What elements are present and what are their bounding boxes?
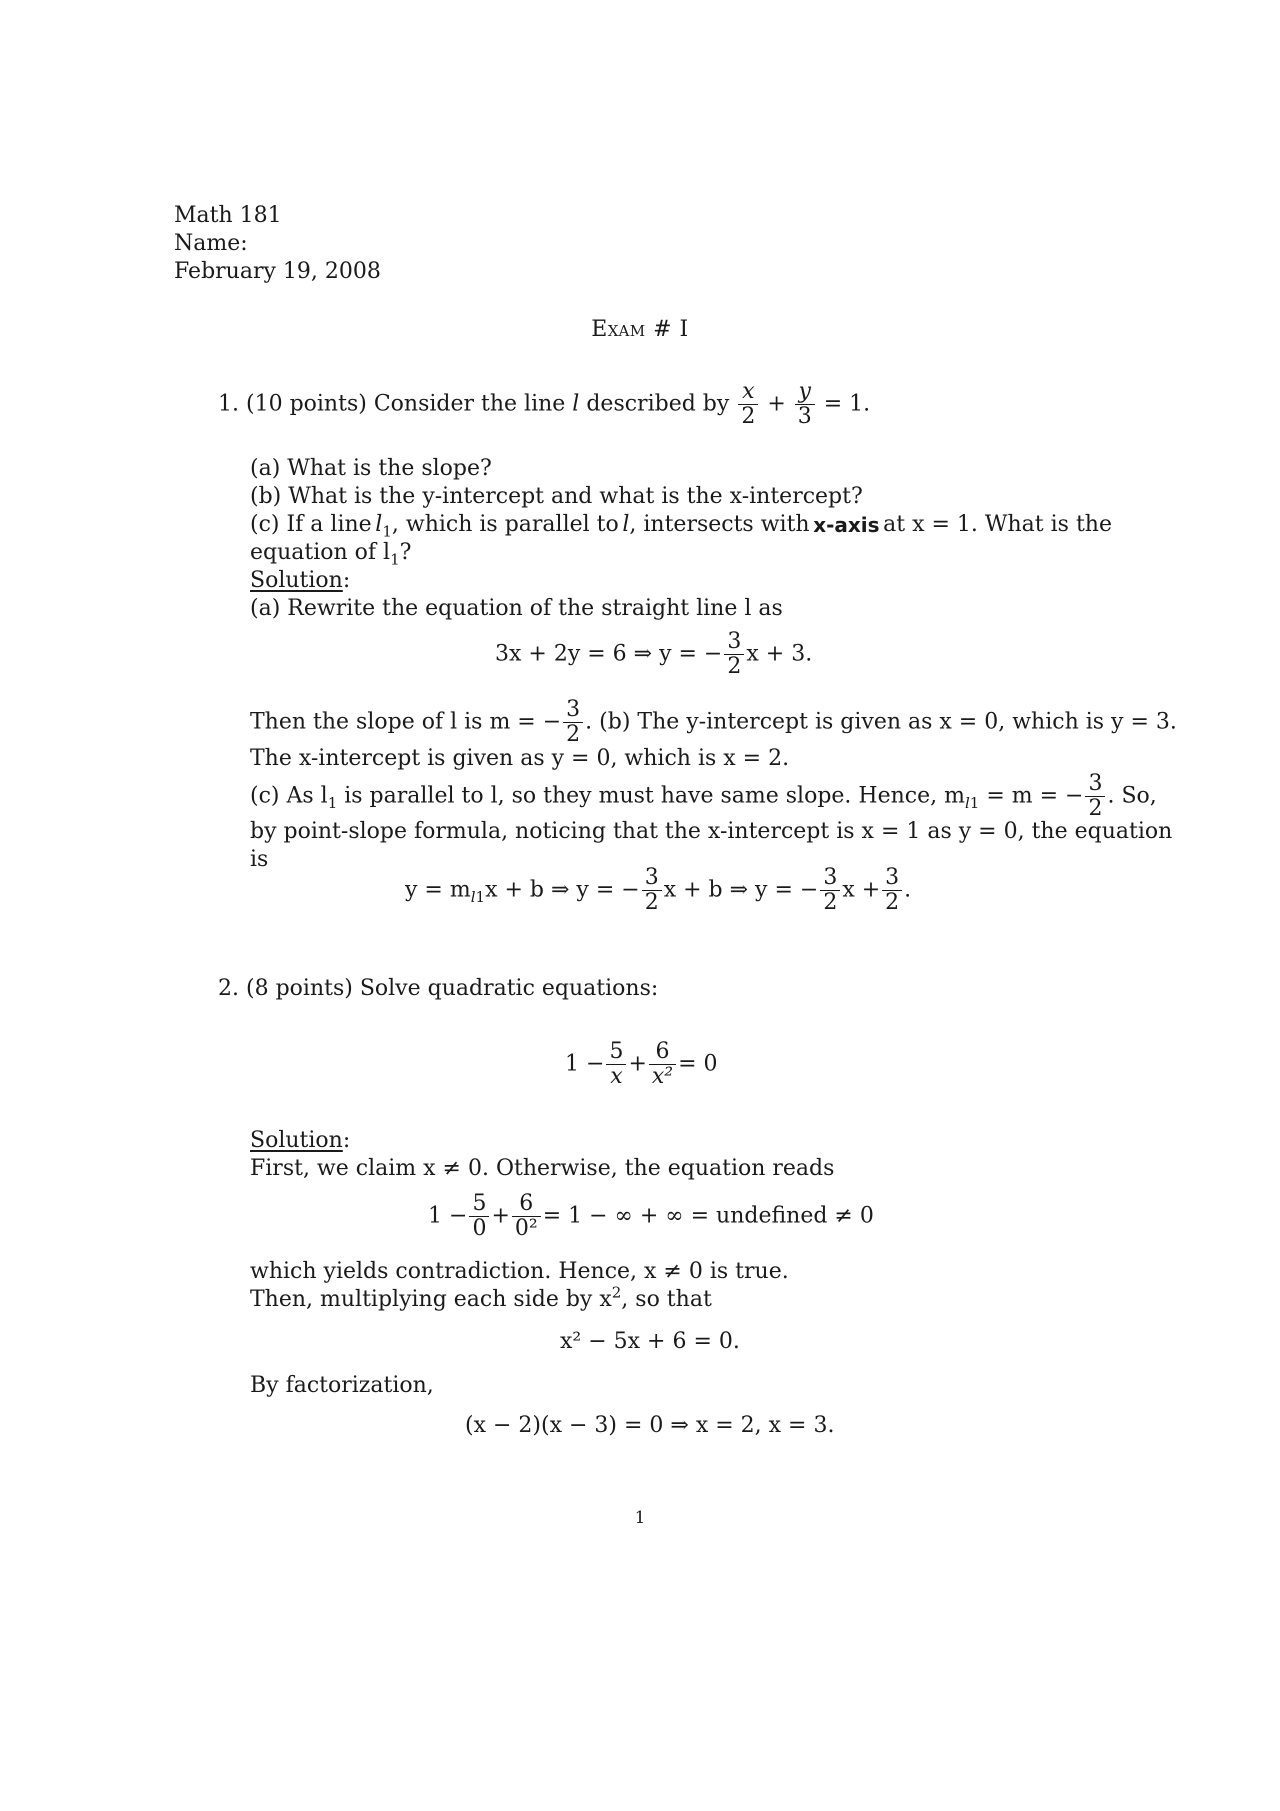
q2-contradiction: which yields contradiction. Hence, x ≠ 0 is true. xyxy=(250,1259,789,1284)
q2-points: (8 points) xyxy=(246,976,353,1001)
q1-part-c: (c) If a line $l_1$, which is parallel to l, intersects with x-axis at x = 1. What is the xyxy=(250,512,1112,541)
q1-sol-c-line2: by point-slope formula, noticing that the x-intercept is x = 1 as y = 0, the equation xyxy=(250,819,1173,844)
x-axis-bold: x-axis xyxy=(813,513,880,537)
q2-equation-zero: 1 − $\frac{5}{0}$ + $\frac{6}{\text{0²}}$ = 1 − ∞ + ∞ = undefined ≠ 0 xyxy=(428,1191,874,1241)
q1-rhs: = 1. xyxy=(823,391,871,417)
q1-sol-c: (c) As $l_1$ is parallel to l, so they must have same slope. Hence, $m_{l1} = m$ = − $\frac{3}{2}$ . So, xyxy=(250,771,1157,821)
q1-text: Consider the line xyxy=(373,391,566,417)
q2-solution-label: Solution: xyxy=(250,1128,351,1153)
page-number: 1 xyxy=(634,1508,646,1528)
q1-xintercept-text: The x-intercept is given as y = 0, which is x = 2. xyxy=(250,746,790,771)
q1-part-c-line2: equation of $l_1$? xyxy=(250,540,412,569)
course-label: Math 181 xyxy=(174,203,282,228)
q2-factor-equation: (x − 2)(x − 3) = 0 ⇒ x = 2, x = 3. xyxy=(465,1413,835,1438)
q2-claim: First, we claim x ≠ 0. Otherwise, the equation reads xyxy=(250,1156,835,1181)
q2-number: 2. xyxy=(218,976,239,1001)
q2-quadratic: x² − 5x + 6 = 0. xyxy=(560,1329,740,1354)
q2-stem xyxy=(218,975,658,1003)
date-label: February 19, 2008 xyxy=(174,259,381,284)
name-label: Name: xyxy=(174,231,248,256)
q1-part-b: (b) What is the y-intercept and what is the x-intercept? xyxy=(250,484,863,509)
q1-number: 1. xyxy=(218,391,239,417)
q1-part-a: (a) What is the slope? xyxy=(250,456,492,481)
q1-equation-1: 3x + 2y = 6 ⇒ y = − $\frac{3}{2}$ x + 3. xyxy=(495,629,813,679)
q1-plus: + xyxy=(767,391,786,417)
q1-equation-2: $y = m_{l1}x + b$ ⇒ y = − $\frac{3}{2}$ x + b ⇒ y = − $\frac{3}{2}$ x + $\frac{3}{2}$ . xyxy=(405,865,912,915)
q2-text: Solve quadratic equations: xyxy=(359,976,659,1001)
q1-line-var: l xyxy=(572,391,580,417)
q2-factor-label: By factorization, xyxy=(250,1373,434,1398)
q2-multiply: Then, multiplying each side by $x^2$, so that xyxy=(250,1283,712,1312)
q1-stem xyxy=(218,380,870,429)
q1-solution-label: Solution: xyxy=(250,568,351,593)
exam-title: Exam # I xyxy=(591,317,689,342)
q1-sol-a: (a) Rewrite the equation of the straight line l as xyxy=(250,596,783,621)
q1-frac-y3: $\frac{y}{3}$ xyxy=(795,380,815,429)
q2-equation: 1 − $\frac{5}{x}$ + $\frac{6}{\text{x²}}$ = 0 xyxy=(565,1039,718,1089)
q1-points: (10 points) xyxy=(246,391,367,417)
q1-sol-c-line3: is xyxy=(250,847,269,872)
q1-text2: described by xyxy=(586,391,730,417)
q1-frac-x2: $\frac{x}{2}$ xyxy=(738,380,758,429)
q1-slope-text: Then the slope of l is m = − $\frac{3}{2}$ . (b) The y-intercept is given as x = 0, which is y = 3. xyxy=(250,697,1177,747)
